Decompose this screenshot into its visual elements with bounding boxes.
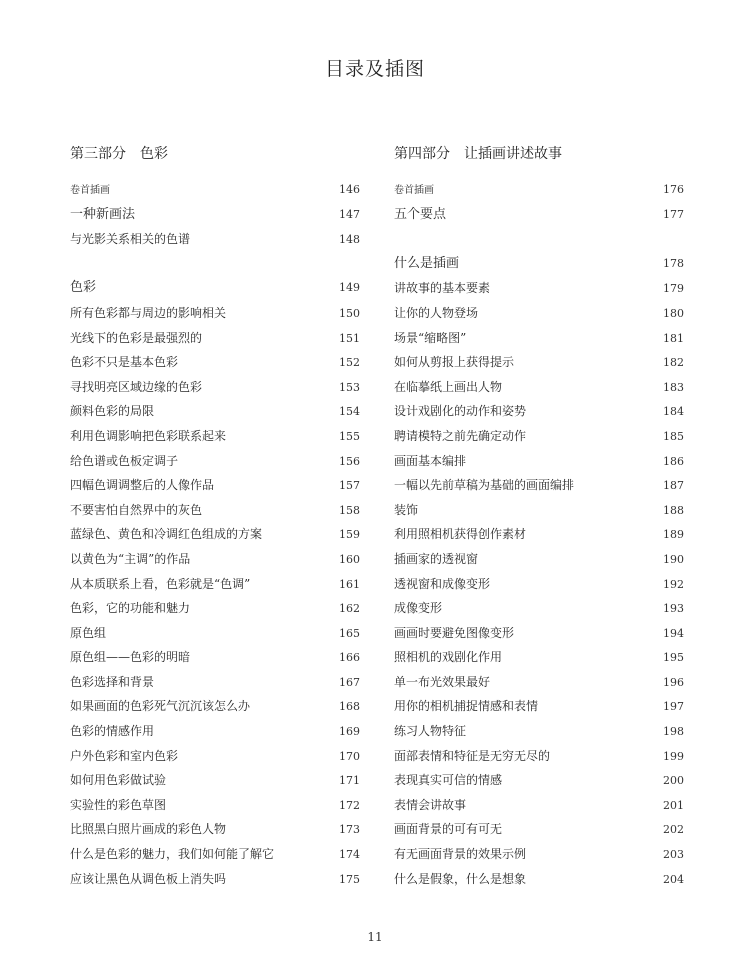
toc-entry (394, 572, 684, 597)
toc-entry (70, 227, 360, 252)
toc-entry (394, 547, 684, 572)
toc-entry-title: 利用色调影响把色彩联系起来 (70, 428, 227, 443)
toc-entry-page: 203 (663, 848, 684, 862)
toc-entry (394, 252, 684, 277)
toc-entry-page: 201 (663, 798, 684, 812)
toc-entry-title: 四幅色调调整后的人像作品 (70, 478, 215, 493)
toc-entry (394, 842, 684, 867)
toc-entry (70, 498, 360, 523)
toc-entry (394, 399, 684, 424)
toc-entry (70, 621, 360, 646)
toc-entry-page: 147 (339, 207, 360, 221)
toc-entry-title: 有无画面背景的效果示例 (394, 847, 527, 862)
toc-entry-title: 面部表情和特征是无穷无尽的 (394, 748, 551, 763)
toc-entry-title: 蓝绿色、黄色和冷调红色组成的方案 (70, 527, 263, 542)
toc-entry (394, 449, 684, 474)
toc-entry-page: 177 (663, 207, 684, 221)
toc-entry (70, 350, 360, 375)
toc-entry (394, 203, 684, 228)
toc-entry-page: 162 (339, 602, 360, 616)
toc-entry-title: 画画时要避免图像变形 (394, 625, 515, 640)
toc-entry-page: 149 (339, 281, 360, 295)
toc-entry-page: 184 (663, 405, 684, 419)
toc-entry-title: 所有色彩都与周边的影响相关 (70, 305, 227, 320)
toc-entry-title: 表情会讲故事 (394, 797, 467, 812)
toc-entry-page: 187 (663, 479, 684, 493)
toc-entry-title: 卷首插画 (394, 185, 434, 196)
toc-entry (70, 276, 360, 301)
toc-entry-page: 183 (663, 380, 684, 394)
toc-entry (70, 744, 360, 769)
toc-entry-title: 卷首插画 (70, 185, 110, 196)
toc-entry-title: 色彩选择和背景 (70, 674, 155, 689)
toc-entry-page: 148 (339, 233, 360, 247)
toc-entry (394, 744, 684, 769)
toc-entry-page: 178 (663, 256, 684, 270)
toc-entry-title: 以黄色为“主调”的作品 (70, 551, 191, 566)
toc-entry (70, 645, 360, 670)
section-title: 第三部分 色彩 (70, 146, 168, 162)
page-title: 目录及插图 (324, 58, 425, 80)
toc-entry (394, 817, 684, 842)
toc-entry-page: 168 (339, 700, 360, 714)
toc-entry-title: 一幅以先前草稿为基础的画面编排 (394, 478, 575, 493)
section-title: 第四部分 让插画讲述故事 (394, 146, 562, 162)
toc-entry-page: 198 (663, 725, 684, 739)
toc-entry (394, 326, 684, 351)
toc-entry (70, 424, 360, 449)
toc-entry-page: 181 (663, 331, 684, 345)
toc-entry-page: 196 (663, 675, 684, 689)
toc-entry-page: 176 (663, 183, 684, 196)
toc-entry-title: 聘请模特之前先确定动作 (394, 428, 527, 443)
toc-entry (70, 178, 360, 203)
toc-entry-title: 装饰 (394, 502, 419, 517)
toc-spacer (394, 227, 684, 252)
toc-entry-title: 练习人物特征 (394, 724, 467, 739)
toc-entry-title: 画面背景的可有可无 (394, 822, 503, 837)
toc-entry-title: 色彩不只是基本色彩 (70, 355, 179, 370)
toc-entry (394, 596, 684, 621)
toc-entry-page: 179 (663, 282, 684, 296)
toc-entry (394, 375, 684, 400)
toc-entry (70, 375, 360, 400)
toc-entry (70, 768, 360, 793)
toc-entry (394, 645, 684, 670)
toc-entry-title: 原色组 (70, 625, 107, 640)
toc-entry-title: 什么是色彩的魅力，我们如何能了解它 (70, 847, 275, 862)
toc-entry (394, 670, 684, 695)
toc-entry (70, 326, 360, 351)
toc-entry-title: 如果画面的色彩死气沉沉该怎么办 (70, 699, 251, 714)
toc-entry (70, 399, 360, 424)
toc-entry-page: 194 (663, 626, 684, 640)
toc-entry (70, 670, 360, 695)
toc-entry-page: 170 (339, 749, 360, 763)
toc-entry (70, 449, 360, 474)
toc-entry (70, 694, 360, 719)
toc-entry-title: 光线下的色彩是最强烈的 (70, 330, 203, 345)
toc-entry-page: 173 (339, 823, 360, 837)
toc-entry (394, 867, 684, 892)
toc-entry (394, 768, 684, 793)
toc-column-left (70, 144, 360, 891)
toc-entry-title: 色彩的情感作用 (70, 724, 155, 739)
toc-entry (70, 301, 360, 326)
toc-entry (394, 793, 684, 818)
toc-entry-page: 174 (339, 848, 360, 862)
toc-entry-title: 应该让黑色从调色板上消失吗 (70, 871, 227, 886)
toc-entry (394, 424, 684, 449)
toc-entry (70, 817, 360, 842)
toc-entry (70, 473, 360, 498)
toc-entry (70, 203, 360, 228)
toc-entry-page: 169 (339, 725, 360, 739)
toc-entry-page: 156 (339, 454, 360, 468)
toc-entry-page: 167 (339, 675, 360, 689)
toc-entry-title: 颜料色彩的局限 (70, 404, 155, 419)
toc-entry-page: 192 (663, 577, 684, 591)
toc-entry-title: 用你的相机捕捉情感和表情 (394, 699, 539, 714)
toc-entry-title: 场景“缩略图” (394, 330, 467, 345)
toc-entry-title: 画面基本编排 (394, 453, 467, 468)
toc-entry-page: 160 (339, 552, 360, 566)
toc-entry-page: 180 (663, 306, 684, 320)
toc-entry (70, 522, 360, 547)
toc-entry-page: 186 (663, 454, 684, 468)
toc-entry-title: 照相机的戏剧化作用 (394, 650, 503, 665)
toc-entry-page: 171 (339, 774, 360, 788)
toc-entry-page: 188 (663, 503, 684, 517)
toc-entry (394, 276, 684, 301)
toc-entry-title: 讲故事的基本要素 (394, 281, 491, 296)
toc-entry-title: 单一布光效果最好 (394, 674, 491, 689)
toc-entry-page: 200 (663, 774, 684, 788)
toc-entries (70, 178, 360, 891)
toc-entry-page: 161 (339, 577, 360, 591)
toc-entry-page: 146 (339, 183, 360, 196)
toc-entry-page: 151 (339, 331, 360, 345)
toc-entry-page: 190 (663, 552, 684, 566)
toc-entry-title: 户外色彩和室内色彩 (70, 748, 179, 763)
toc-entry-page: 166 (339, 651, 360, 665)
toc-entry-page: 199 (663, 749, 684, 763)
toc-entries (394, 178, 684, 891)
toc-entry-title: 透视窗和成像变形 (394, 576, 491, 591)
toc-entry (394, 522, 684, 547)
toc-entry-page: 155 (339, 429, 360, 443)
toc-entry-title: 一种新画法 (70, 206, 136, 222)
toc-entry (70, 547, 360, 572)
toc-entry (394, 178, 684, 203)
toc-entry (394, 350, 684, 375)
toc-entry (70, 596, 360, 621)
toc-entry-title: 让你的人物登场 (394, 305, 479, 320)
page-number: 11 (367, 930, 383, 944)
toc-entry-page: 193 (663, 602, 684, 616)
toc-entry (394, 694, 684, 719)
toc-entry-title: 如何用色彩做试验 (70, 773, 167, 788)
toc-entry-page: 189 (663, 528, 684, 542)
toc-entry-title: 利用照相机获得创作素材 (394, 527, 527, 542)
toc-entry-title: 在临摹纸上画出人物 (394, 379, 503, 394)
toc-entry (70, 719, 360, 744)
toc-entry-page: 202 (663, 823, 684, 837)
toc-entry-page: 185 (663, 429, 684, 443)
toc-entry-title: 原色组——色彩的明暗 (70, 650, 191, 665)
toc-entry-title: 设计戏剧化的动作和姿势 (394, 404, 527, 419)
toc-entry-page: 157 (339, 479, 360, 493)
toc-entry (394, 473, 684, 498)
toc-entry (394, 301, 684, 326)
toc-entry-page: 197 (663, 700, 684, 714)
toc-entry-title: 色彩，它的功能和魅力 (70, 601, 191, 616)
toc-entry-page: 175 (339, 872, 360, 886)
toc-entry-page: 165 (339, 626, 360, 640)
toc-entry (70, 793, 360, 818)
toc-entry-page: 158 (339, 503, 360, 517)
toc-entry-page: 195 (663, 651, 684, 665)
toc-entry-page: 159 (339, 528, 360, 542)
toc-column-right (394, 144, 684, 891)
toc-spacer (70, 252, 360, 277)
toc-entry-page: 182 (663, 356, 684, 370)
toc-entry-title: 什么是假象，什么是想象 (394, 871, 527, 886)
toc-entry-page: 153 (339, 380, 360, 394)
toc-entry-title: 色彩 (70, 280, 97, 296)
toc-entry-title: 不要害怕自然界中的灰色 (70, 502, 203, 517)
toc-entry-page: 154 (339, 405, 360, 419)
toc-entry-title: 比照黑白照片画成的彩色人物 (70, 822, 227, 837)
toc-entry (70, 842, 360, 867)
toc-entry-page: 172 (339, 798, 360, 812)
toc-entry-title: 五个要点 (394, 206, 447, 222)
toc-entry-title: 表现真实可信的情感 (394, 773, 503, 788)
toc-entry (394, 621, 684, 646)
toc-entry-title: 寻找明亮区域边缘的色彩 (70, 379, 203, 394)
toc-entry-title: 插画家的透视窗 (394, 551, 479, 566)
toc-entry-title: 成像变形 (394, 601, 443, 616)
toc-entry-title: 如何从剪报上获得提示 (394, 355, 515, 370)
toc-entry (70, 572, 360, 597)
toc-entry-title: 什么是插画 (394, 255, 460, 271)
toc-entry (394, 498, 684, 523)
toc-entry-title: 实验性的彩色草图 (70, 797, 167, 812)
toc-entry (394, 719, 684, 744)
toc-entry-page: 204 (663, 872, 684, 886)
toc-entry-title: 从本质联系上看，色彩就是“色调” (70, 576, 251, 591)
toc-entry-title: 给色谱或色板定调子 (70, 453, 179, 468)
toc-entry-page: 150 (339, 306, 360, 320)
toc-entry-page: 152 (339, 356, 360, 370)
toc-entry-title: 与光影关系相关的色谱 (70, 232, 191, 247)
toc-entry (70, 867, 360, 892)
